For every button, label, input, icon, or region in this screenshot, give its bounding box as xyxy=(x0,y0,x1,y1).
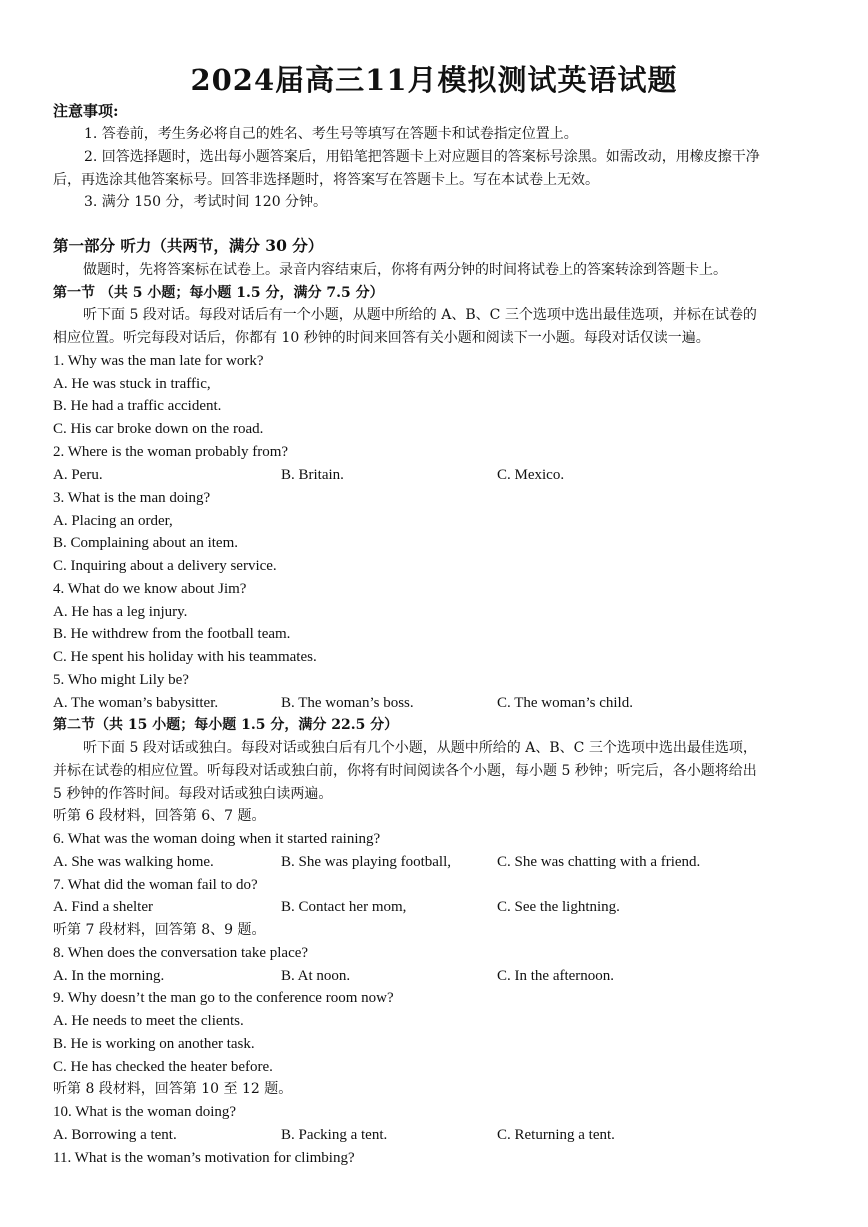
option-c: C. Returning a tent. xyxy=(497,1127,615,1143)
option-a: A. Placing an order, xyxy=(53,513,173,529)
question-stem: 3. What is the man doing? xyxy=(53,490,211,506)
material-note: 听第 8 段材料，回答第 10 至 12 题。 xyxy=(53,1081,293,1097)
question-stem: 10. What is the woman doing? xyxy=(53,1104,237,1120)
option-b: B. He is working on another task. xyxy=(53,1036,255,1052)
section2-heading: 第二节（共 15 小题；每小题 1.5 分，满分 22.5 分） xyxy=(53,717,399,733)
option-a: A. Peru. xyxy=(53,467,103,483)
option-a: A. He has a leg injury. xyxy=(53,604,188,620)
option-c: C. The woman’s child. xyxy=(497,695,633,711)
option-b: B. The woman’s boss. xyxy=(281,695,414,711)
option-a: A. Borrowing a tent. xyxy=(53,1127,177,1143)
option-a: A. The woman’s babysitter. xyxy=(53,695,219,711)
option-b: B. Packing a tent. xyxy=(281,1127,388,1143)
option-b: B. She was playing football, xyxy=(281,854,451,870)
option-a: A. He needs to meet the clients. xyxy=(53,1013,244,1029)
section1-intro-1: 听下面 5 段对话。每段对话后有一个小题，从题中所给的 A、B、C 三个选项中选出最佳选项，并标在试卷的 xyxy=(83,307,757,323)
question-stem: 9. Why doesn’t the man go to the conference room now? xyxy=(53,990,394,1006)
option-c: C. Mexico. xyxy=(497,467,565,483)
option-b: B. He had a traffic accident. xyxy=(53,398,222,414)
notice-item-1: 1. 答卷前，考生务必将自己的姓名、考生号等填写在答题卡和试卷指定位置上。 xyxy=(84,126,578,142)
option-a: A. He was stuck in traffic, xyxy=(53,376,211,392)
section1-intro-2: 相应位置。听完每段对话后，你都有 10 秒钟的时间来回答有关小题和阅读下一小题。每段对话仅读一遍。 xyxy=(53,330,710,346)
material-note: 听第 6 段材料，回答第 6、7 题。 xyxy=(53,808,266,824)
material-note: 听第 7 段材料，回答第 8、9 题。 xyxy=(53,922,266,938)
option-c: C. He spent his holiday with his teammates. xyxy=(53,649,317,665)
option-c: C. In the afternoon. xyxy=(497,968,615,984)
notice-item-2: 2. 回答选择题时，选出每小题答案后，用铅笔把答题卡上对应题目的答案标号涂黑。如需改动，用橡皮擦干净 xyxy=(84,149,760,165)
question-stem: 7. What did the woman fail to do? xyxy=(53,877,258,893)
option-b: B. Britain. xyxy=(281,467,344,483)
section2-intro-2: 并标在试卷的相应位置。听每段对话或独白前，你将有时间阅读各个小题，每小题 5 秒钟；听完后，各小题将给出 xyxy=(53,763,757,779)
option-c: C. He has checked the heater before. xyxy=(53,1059,273,1075)
part1-heading: 第一部分 听力（共两节，满分 30 分） xyxy=(53,236,324,255)
section2-intro-3: 5 秒钟的作答时间。每段对话或独白读两遍。 xyxy=(53,786,333,802)
question-stem: 11. What is the woman’s motivation for climbing? xyxy=(53,1150,355,1166)
question-stem: 2. Where is the woman probably from? xyxy=(53,444,289,460)
section1-heading: 第一节 （共 5 小题；每小题 1.5 分，满分 7.5 分） xyxy=(53,285,384,301)
option-c: C. His car broke down on the road. xyxy=(53,421,264,437)
notice-item-3: 3. 满分 150 分，考试时间 120 分钟。 xyxy=(84,194,328,210)
question-stem: 6. What was the woman doing when it started raining? xyxy=(53,831,381,847)
notice-item-2-cont: 后，再选涂其他答案标号。回答非选择题时，将答案写在答题卡上。写在本试卷上无效。 xyxy=(53,172,599,188)
exam-title: 2024届高三11月模拟测试英语试题 xyxy=(190,63,678,97)
question-stem: 5. Who might Lily be? xyxy=(53,672,189,688)
option-b: B. Contact her mom, xyxy=(281,899,407,915)
question-stem: 4. What do we know about Jim? xyxy=(53,581,247,597)
option-c: C. She was chatting with a friend. xyxy=(497,854,701,870)
question-stem: 8. When does the conversation take place? xyxy=(53,945,309,961)
option-b: B. At noon. xyxy=(281,968,351,984)
option-a: A. In the morning. xyxy=(53,968,165,984)
option-c: C. See the lightning. xyxy=(497,899,620,915)
section2-intro-1: 听下面 5 段对话或独白。每段对话或独白后有几个小题，从题中所给的 A、B、C 三个选项中选出最佳选项， xyxy=(83,740,757,756)
question-stem: 1. Why was the man late for work? xyxy=(53,353,264,369)
option-b: B. Complaining about an item. xyxy=(53,535,238,551)
option-c: C. Inquiring about a delivery service. xyxy=(53,558,277,574)
option-b: B. He withdrew from the football team. xyxy=(53,626,291,642)
option-a: A. Find a shelter xyxy=(53,899,153,915)
notice-heading: 注意事项: xyxy=(53,102,119,120)
option-a: A. She was walking home. xyxy=(53,854,214,870)
part1-intro: 做题时，先将答案标在试卷上。录音内容结束后，你将有两分钟的时间将试卷上的答案转涂到答题卡上。 xyxy=(83,262,727,278)
